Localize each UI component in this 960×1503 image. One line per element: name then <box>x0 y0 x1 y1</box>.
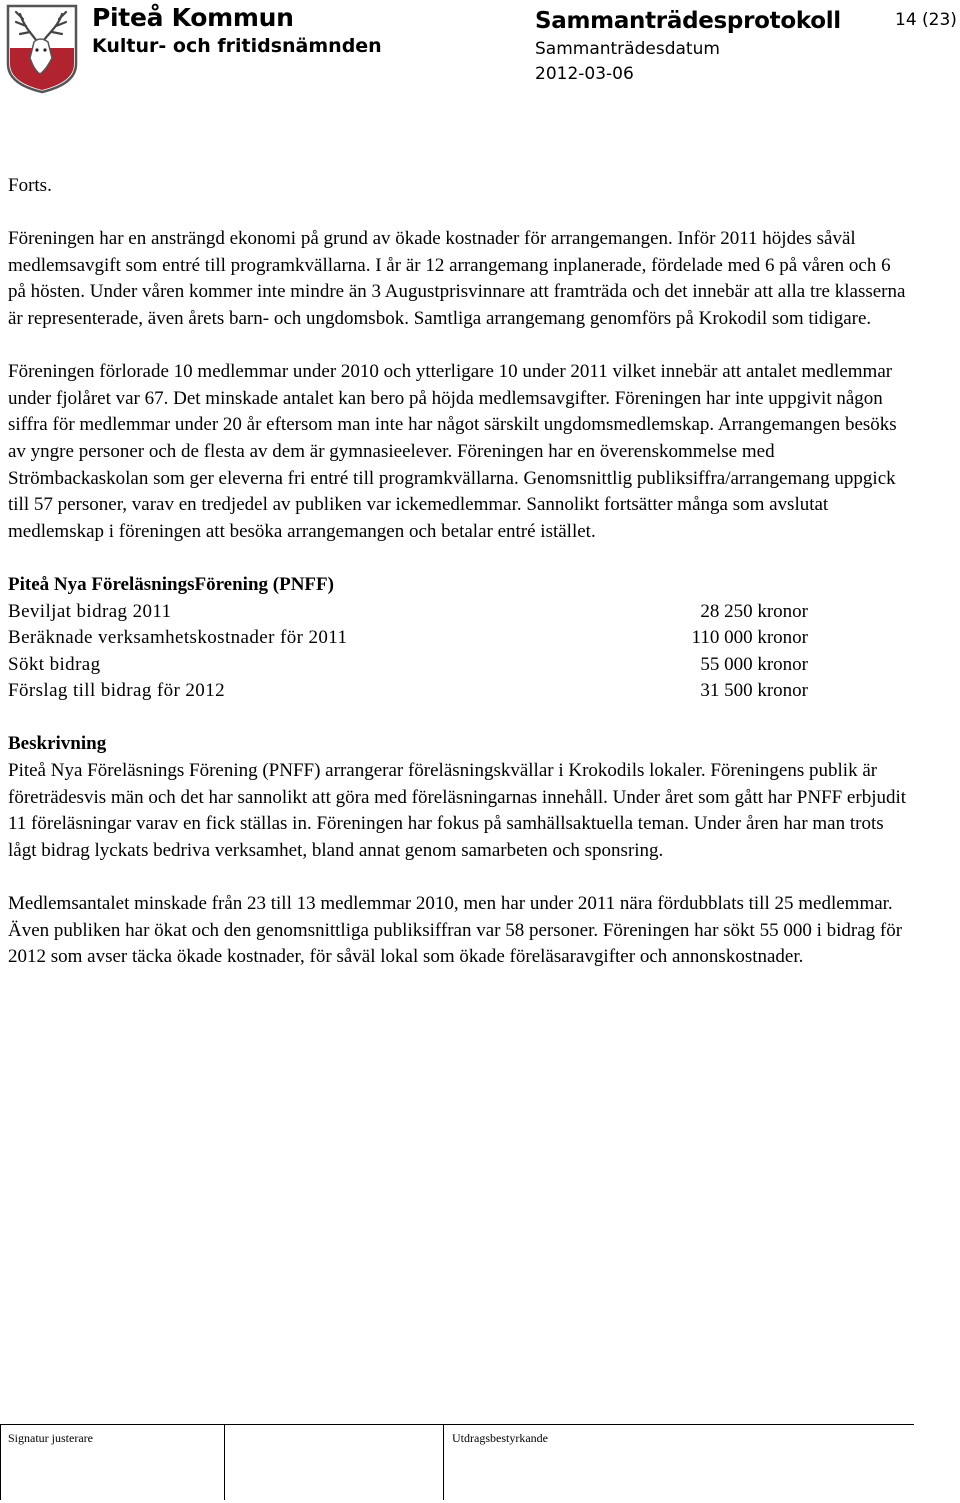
department-name: Kultur- och fritidsnämnden <box>92 35 382 57</box>
doc-title: Sammanträdesprotokoll <box>535 8 841 34</box>
org-name: Piteå Kommun <box>92 3 294 32</box>
grant-row <box>8 678 908 705</box>
grant-row-value: 31 500 kronor <box>700 680 808 702</box>
signature-label: Signatur justerare <box>8 1431 93 1445</box>
grant-row-label: Beräknade verksamhetskostnader för 2011 <box>8 627 348 649</box>
paragraph-membership-change: Medlemsantalet minskade från 23 till 13 medlemmar 2010, men har under 2011 nära fördubblats till 25 medlemmar. Även publiken har ökat och den genomsnittliga publiksiffran var 58 personer. Föreningen har sökt 55 000 i bidrag för 2012 som avser täcka ökade kostnader, för såväl lokal som ökade föreläsaravgifter och annonskostnader. <box>8 893 903 968</box>
paragraph-economy: Föreningen har en ansträngd ekonomi på grund av ökade kostnader för arrangemangen. Inför 2011 höjdes såväl medlemsavgift som entré till programkvällarna. I år är 12 arrangemang inplanerade, fördelade med 6 på våren och 6 på hösten. Under våren kommer inte mindre än 3 Augustprisvinnare att framträda och det innebär att alla tre klasserna är representerade, även årets barn- och ungdomsbok. Samtliga arrangemang genomförs på Krokodil som tidigare. <box>8 228 906 329</box>
section-title: Piteå Nya FöreläsningsFörening (PNFF) <box>8 573 334 595</box>
grant-table <box>8 599 908 705</box>
extract-label: Utdragsbestyrkande <box>452 1431 548 1445</box>
footer-border-mid2 <box>443 1424 444 1500</box>
footer-border-mid <box>224 1424 225 1500</box>
footer-border-left <box>0 1424 1 1500</box>
grant-row <box>8 599 908 626</box>
grant-row <box>8 625 908 652</box>
protocol-header <box>535 5 841 87</box>
grant-row-label: Sökt bidrag <box>8 653 101 675</box>
meeting-date: 2012-03-06 <box>535 64 634 84</box>
footer-divider <box>0 1424 914 1425</box>
page-number: 14 (23) <box>895 10 957 30</box>
continued-label: Forts. <box>8 175 52 196</box>
grant-row-value: 28 250 kronor <box>700 600 808 622</box>
grant-row-label: Förslag till bidrag för 2012 <box>8 680 226 702</box>
document-body <box>8 173 908 971</box>
description-heading: Beskrivning <box>8 733 107 755</box>
grant-row <box>8 652 908 679</box>
grant-row-value: 55 000 kronor <box>700 653 808 675</box>
paragraph-members: Föreningen förlorade 10 medlemmar under 2010 och ytterligare 10 under 2011 vilket innebär att antalet medlemmar under fjolåret var 67. Det minskade antalet kan bero på höjda medlemsavgifter. Föreningen har inte uppgivit någon siffra för medlemmar under 20 år eftersom man inte har något särskilt ungdomsmedlemskap. Arrangemangen besöks av yngre personer och de flesta av dem är gymnasieelever. Föreningen har en överenskommelse med Strömbackaskolan som ger eleverna fri entré till programkvällarna. Genomsnittlig publiksiffra/arrangemang uppgick till 57 personer, varav en tredjedel av publiken var ickemedlemmar. Sannolikt fortsätter många som avslutat medlemskap i föreningen att besöka arrangemangen och betalar entré istället. <box>8 361 897 542</box>
grant-row-value: 110 000 kronor <box>691 627 808 649</box>
grant-row-label: Beviljat bidrag 2011 <box>8 600 172 622</box>
municipality-logo <box>6 4 78 94</box>
paragraph-description: Piteå Nya Föreläsnings Förening (PNFF) arrangerar föreläsningskvällar i Krokodils lokaler. Föreningens publik är företrädesvis män och det har sannolikt att göra med föreläsningarnas innehåll. Under året som gått har PNFF erbjudit 11 föreläsningar varav en fick ställas in. Föreningen har fokus på samhällsaktuella teman. Under åren har man trots lågt bidrag lyckats bedriva verksamhet, bland annat genom samarbeten och sponsring. <box>8 760 907 861</box>
organization-block <box>92 3 382 59</box>
date-label: Sammanträdesdatum <box>535 39 720 59</box>
